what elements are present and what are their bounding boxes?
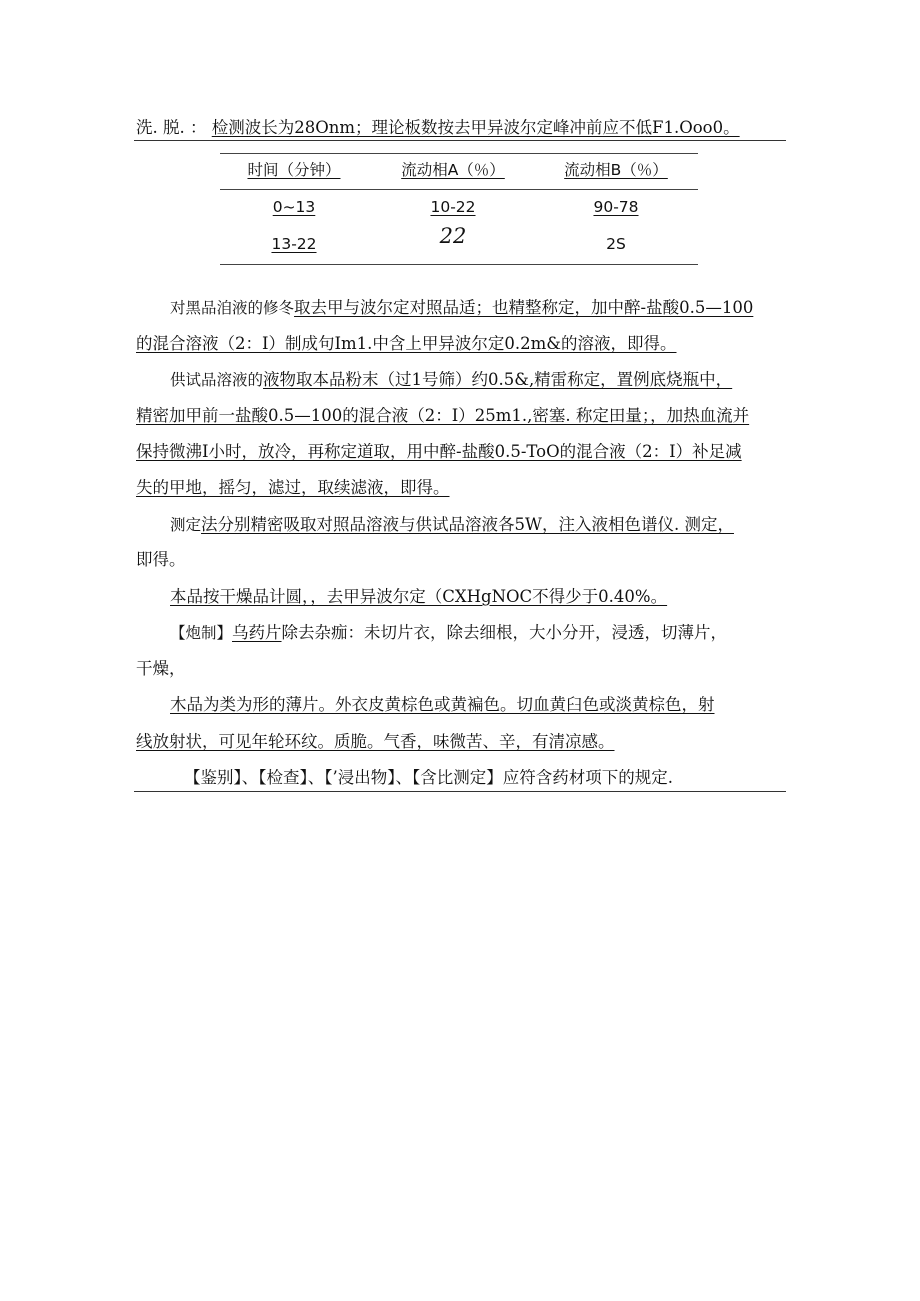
table-cell: 2S	[606, 235, 626, 253]
detection-text: 检测波长为28Onm；理论板数按去甲异波尔定峰冲前应不低F1.Ooo0。	[211, 118, 740, 137]
table-top-rule	[220, 153, 698, 154]
table-cell: 90-78	[593, 198, 639, 216]
table-cell: 10-22	[430, 198, 476, 216]
table-cell: 22	[439, 224, 467, 248]
reference-solution-line-2: 的混合溶液（2：I）制成句Im1.中含上甲异波尔定0.2m&的溶液，即得。	[136, 334, 677, 353]
test-solution-line-2: 精密加甲前一盐酸0.5—100的混合液（2：I）25m1.,密塞. 称定田量；，加热血流并	[136, 406, 750, 425]
processing-line-1: 【炮制】乌药片除去杂痂：未切片衣，除去细根，大小分开，浸透，切薄片，	[170, 623, 728, 642]
description-line-2: 线放射状，可见年轮环纹。质脆。气香，味微苦、辛，有清凉感。	[136, 732, 615, 751]
table-header-phase-a: 流动相A（％）	[401, 161, 505, 179]
table-cell: 0~13	[272, 198, 316, 216]
determination-line-2: 即得。	[136, 550, 186, 569]
bottom-rule	[134, 791, 786, 792]
test-solution-label: 供试品溶液的	[170, 371, 264, 389]
processing-name: 乌药片	[232, 623, 282, 642]
table-header-rule	[220, 189, 698, 190]
reference-solution-label: 对黑品洎液的修冬	[170, 299, 295, 317]
processing-label: 【炮制】	[170, 624, 233, 642]
test-solution-line-4: 失的甲地，摇匀，滤过，取续滤液，即得。	[136, 478, 450, 497]
determination-line-1: 测定法分别精密吸取对照品溶液与供试品溶液各5W，注入液相色谱仪. 测定，	[170, 515, 734, 534]
determination-label: 测定	[170, 516, 202, 534]
table-bottom-rule	[220, 264, 698, 265]
reference-solution-line-1: 对黑品洎液的修冬取去甲与波尔定对照品适；也精整称定，加中醉-盐酸0.5—100	[170, 298, 754, 317]
description-line-1: 木品为类为形的薄片。外衣皮黄棕色或黄褊色。切血黄臼色或淡黄棕色，射	[170, 695, 715, 714]
top-rule	[134, 140, 786, 141]
detection-line	[136, 116, 786, 140]
table-header-phase-b: 流动相B（％）	[564, 161, 668, 179]
content-line: 本品按干燥品计圆，，去甲异波尔定（CXHgNOC不得少于0.40%。	[170, 587, 668, 606]
processing-line-2: 干燥，	[136, 659, 186, 678]
elution-label: 洗. 脱. ：	[136, 118, 207, 137]
test-solution-line-1: 供试品溶液的液物取本品粉末（过1号筛）约0.5&,精雷称定，置例底烧瓶中，	[170, 370, 733, 389]
test-solution-line-3: 保持微沸I小时，放冷，再称定道取，用中醉-盐酸0.5-ToO的混合液（2：I）补足减	[136, 442, 742, 461]
final-line: 【鉴别】、【检查】、【’浸出物】、【含比测定】应符含药材项下的规定.	[184, 768, 673, 787]
table-header-time: 时间（分钟）	[247, 161, 341, 179]
table-cell: 13-22	[271, 235, 317, 253]
